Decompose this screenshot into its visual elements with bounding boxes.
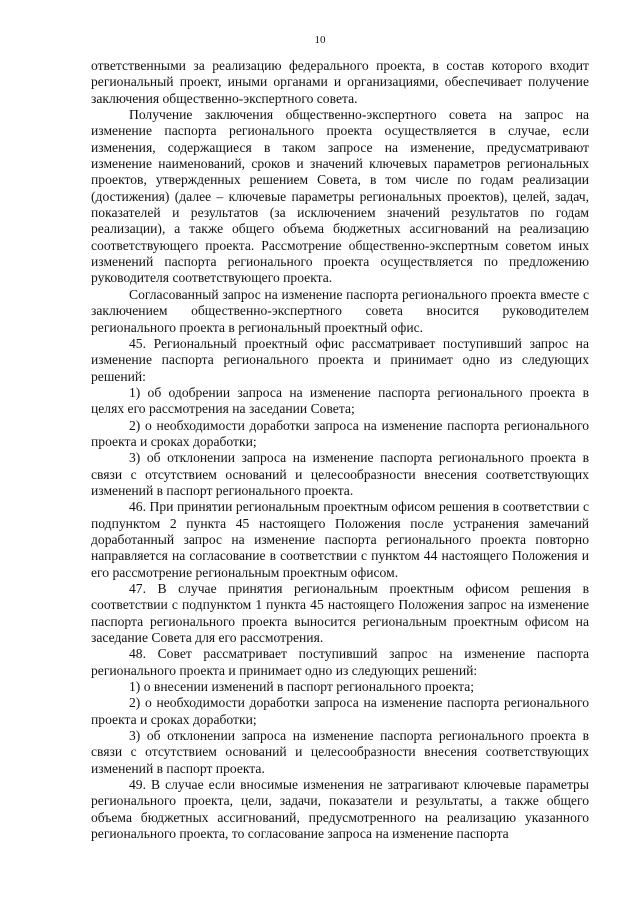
paragraph-item-45: 45. Региональный проектный офис рассматривает поступивший запрос на изменение паспорта регионального проекта и принимает одно из следующих решений: [91, 335, 589, 384]
paragraph-item-45-subitem-3: 3) об отклонении запроса на изменение паспорта регионального проекта в связи с отсутствием оснований и целесообразности внесения соответствующих изменений в паспорт регионального проекта. [91, 450, 589, 498]
paragraph-item-48: 48. Совет рассматривает поступивший запрос на изменение паспорта регионального проекта и принимает одно из следующих решений: [91, 646, 589, 678]
paragraph-item-48-subitem-1: 1) о внесении изменений в паспорт регионального проекта; [129, 679, 475, 695]
paragraph-continuation: ответственными за реализацию федерального проекта, в состав которого входит региональный проект, иными органами и организациями, обеспечивает получение заключения общественно-экспертного совета. [91, 58, 589, 106]
document-body [91, 58, 589, 843]
paragraph-item-49: 49. В случае если вносимые изменения не затрагивают ключевые параметры регионального проекта, цели, задачи, показатели и результаты, а также общего объема бюджетных ассигнований, предусмотренного на реализацию указанного регионального проекта, то согласование запроса на изменение паспорта [91, 777, 589, 842]
paragraph-item-48-subitem-3: 3) об отклонении запроса на изменение паспорта регионального проекта в связи с отсутствием оснований и целесообразности внесения соответствующих изменений в паспорт проекта. [91, 728, 589, 776]
paragraph-item-45-subitem-2: 2) о необходимости доработки запроса на изменение паспорта регионального проекта и сроках доработки; [91, 417, 589, 449]
paragraph-agreed-request: Согласованный запрос на изменение паспорта регионального проекта вместе с заключением общественно-экспертного совета вносится руководителем регионального проекта в региональный проектный офис. [91, 286, 589, 335]
paragraph-item-48-subitem-2: 2) о необходимости доработки запроса на изменение паспорта регионального проекта и сроках доработки; [91, 695, 589, 727]
paragraph-expert-council-conclusion: Получение заключения общественно-экспертного совета на запрос на изменение паспорта регионального проекта осуществляется в случае, если изменения, содержащиеся в таком запросе на изменение, предусматривают изменение наименований, сроков и значений ключевых параметров региональных проектов, утвержденных решением Совета, в том числе по годам реализации (достижения) (далее – ключевые параметры региональных проектов), целей, задач, показателей и результатов (за исключением значений результатов по годам реализации), а также общего объема бюджетных ассигнований на реализацию соответствующего проекта. Рассмотрение общественно-экспертным советом иных изменений паспорта регионального проекта осуществляется по предложению руководителя соответствующего проекта. [91, 107, 589, 286]
paragraph-item-45-subitem-1: 1) об одобрении запроса на изменение паспорта регионального проекта в целях его рассмотрения на заседании Совета; [91, 384, 589, 417]
paragraph-item-47: 47. В случае принятия региональным проектным офисом решения в соответствии с подпунктом 1 пункта 45 настоящего Положения запрос на изменение паспорта регионального проекта выносится региональным проектным офисом на заседание Совета для его рассмотрения. [91, 581, 589, 646]
paragraph-item-46: 46. При принятии региональным проектным офисом решения в соответствии с подпунктом 2 пункта 45 настоящего Положения после устранения замечаний доработанный запрос на изменение паспорта регионального проекта повторно направляется на согласование в соответствии с пунктом 44 настоящего Положения и его рассмотрение региональным проектным офисом. [91, 499, 589, 580]
page-number: 10 [314, 34, 326, 46]
